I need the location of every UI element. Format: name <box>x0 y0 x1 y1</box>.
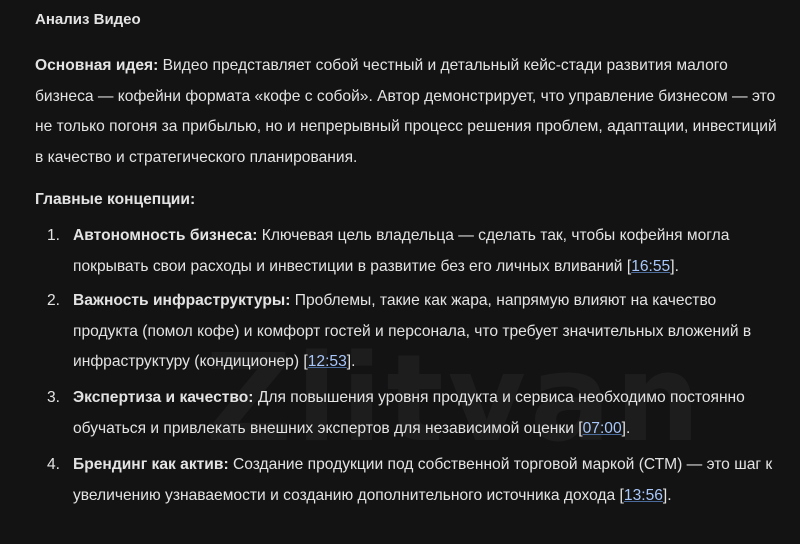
timestamp-link[interactable]: 16:55 <box>631 257 671 275</box>
bracket-close: ] <box>662 486 668 504</box>
list-number: 2. <box>47 292 61 309</box>
main-idea-text: Видео представляет собой честный и детальный кейс-стади развития малого бизнеса — кофейни формата «кофе с собой». Автор демонстрирует, что управление бизнесом — это не только погоня за прибылью, но и непрерывный процесс решения проблем, адаптации, инвестиций в качество и стратегического планирования. <box>35 57 777 166</box>
timestamp-link[interactable]: 13:56 <box>623 486 663 504</box>
bracket-open: [ <box>578 419 583 437</box>
list-item-text <box>73 221 778 282</box>
concept-suffix: . <box>667 486 672 504</box>
concept-suffix: . <box>674 257 679 275</box>
concepts-heading: Главные концепции: <box>35 191 196 208</box>
concept-text: Проблемы, такие как жара, напрямую влияют на качество продукта (помол кофе) и комфорт гостей и персонала, что требует значительных вложений в инфраструктуру (кондиционер) <box>73 292 752 370</box>
bracket-close: ] <box>621 419 626 437</box>
list-item-text <box>73 450 778 511</box>
concept-text: Для повышения уровня продукта и сервиса необходимо постоянно обучаться и привлекать внешних экспертов для независимой оценки <box>73 389 745 437</box>
concept-title: Важность инфраструктуры: <box>73 292 291 309</box>
bracket-open: [ <box>619 486 624 504</box>
concept-suffix: . <box>351 353 356 370</box>
bracket-open: [ <box>303 353 308 370</box>
timestamp-link[interactable]: 07:00 <box>582 419 622 437</box>
concept-title: Экспертиза и качество: <box>73 389 254 406</box>
list-item-text <box>73 286 778 378</box>
timestamp-link[interactable]: 12:53 <box>307 353 347 370</box>
main-idea-label: Основная идея: <box>35 57 159 74</box>
list-number: 1. <box>47 227 61 244</box>
bracket-close: ] <box>670 257 675 275</box>
list-number: 4. <box>47 456 61 473</box>
list-number: 3. <box>47 389 61 406</box>
concept-text: Создание продукции под собственной торговой маркой (СТМ) — это шаг к увеличению узнаваемости и созданию дополнительного источника дохода <box>73 456 773 504</box>
bracket-open: [ <box>626 257 632 275</box>
bracket-close: ] <box>346 353 352 370</box>
concept-suffix: . <box>625 419 631 437</box>
list-item-text <box>73 383 778 444</box>
page-title: Анализ Видео <box>35 11 141 28</box>
concept-text: Ключевая цель владельца — сделать так, чтобы кофейня могла покрывать свои расходы и инвестиции в развитие без его личных вливаний <box>73 227 730 275</box>
concept-title: Автономность бизнеса: <box>73 227 258 244</box>
concept-title: Брендинг как актив: <box>73 456 229 473</box>
main-idea-paragraph <box>35 51 780 173</box>
